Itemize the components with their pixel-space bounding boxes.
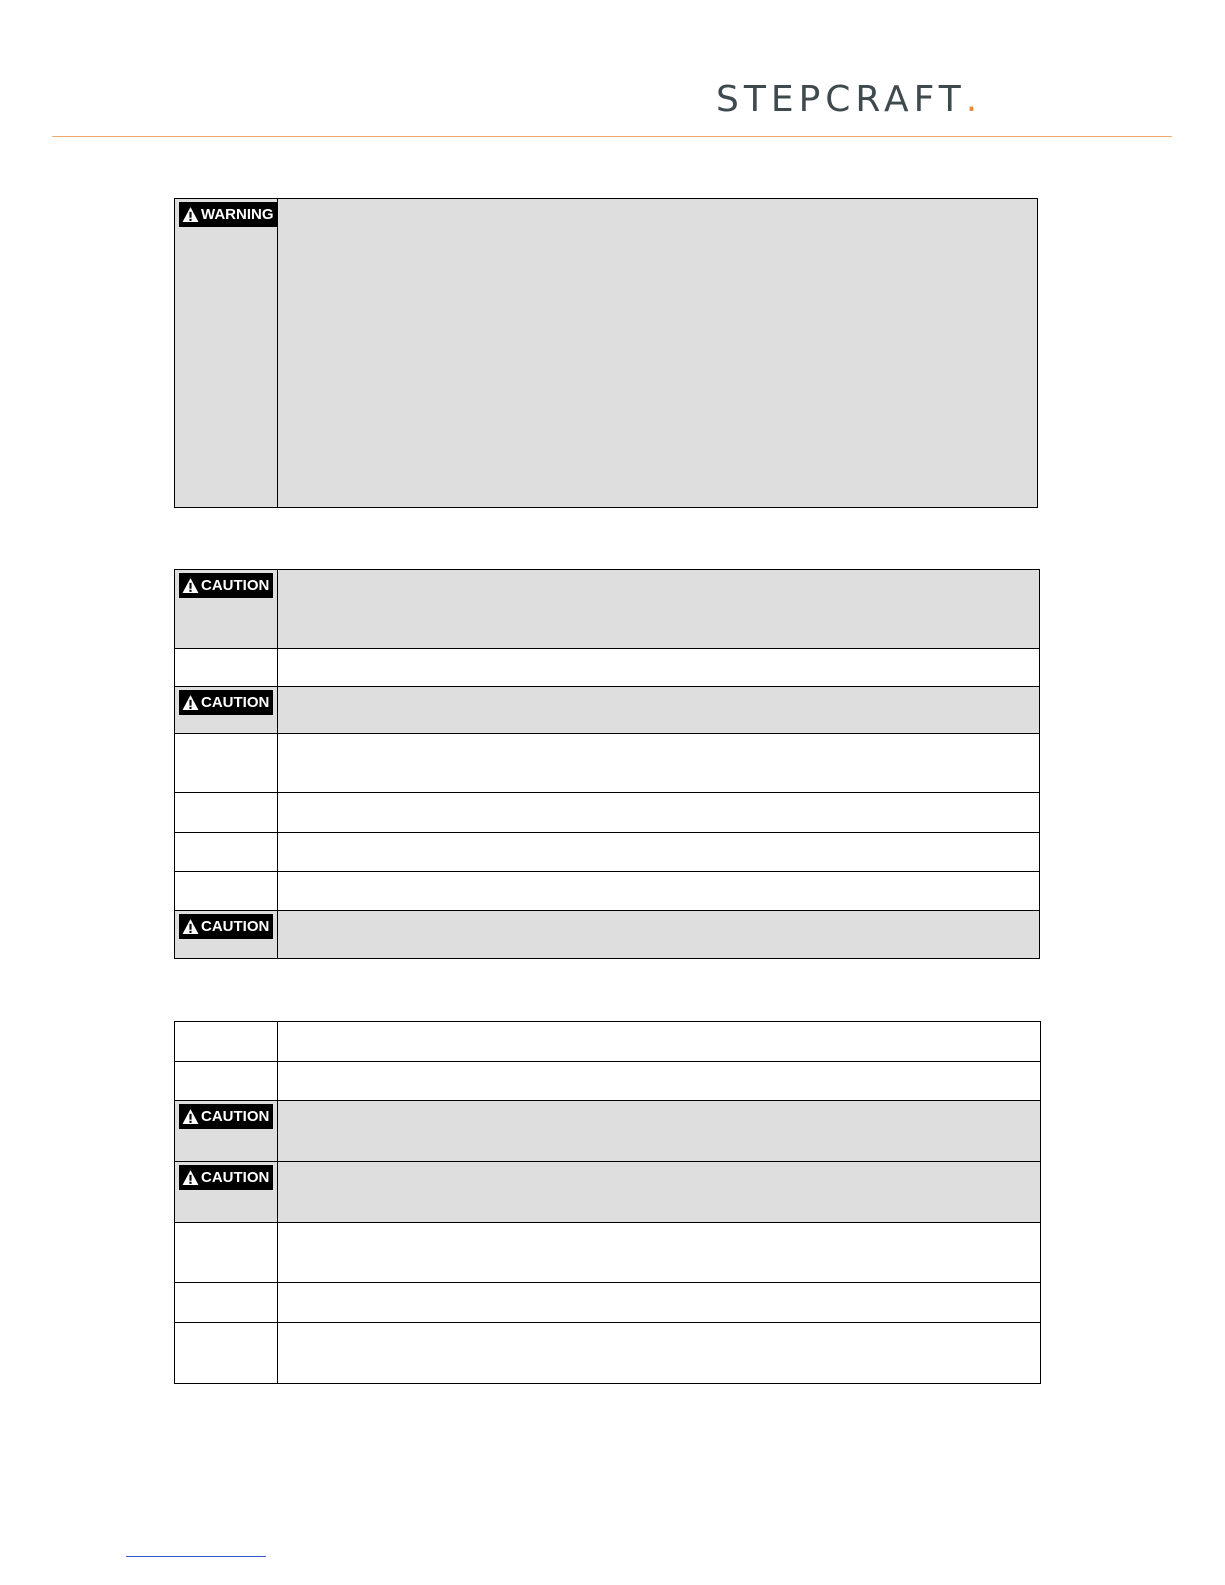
stepcraft-logo: [716, 79, 978, 120]
label-cell: [175, 1162, 278, 1223]
caution-label: [179, 914, 273, 939]
text-cell: [278, 833, 1040, 872]
caution-label-text: CAUTION: [201, 694, 270, 711]
warning-table: [174, 198, 1038, 508]
text-cell: [278, 734, 1040, 793]
caution-label: [179, 1165, 273, 1190]
table-row: [175, 911, 1040, 959]
caution-label: [179, 573, 273, 598]
table-row: [175, 1062, 1041, 1101]
label-cell: [175, 1323, 278, 1384]
warning-label: [179, 202, 278, 227]
text-cell: [278, 1162, 1041, 1223]
caution-label: [179, 1104, 273, 1129]
label-cell: [175, 570, 278, 649]
text-cell: [278, 1062, 1041, 1101]
label-cell: [175, 872, 278, 911]
caution-table-2: [174, 1021, 1041, 1384]
logo-dot: .: [965, 79, 978, 120]
warning-label-text: WARNING: [201, 206, 274, 223]
caution-label-text: CAUTION: [201, 1169, 270, 1186]
text-cell: [278, 649, 1040, 687]
text-cell: [278, 570, 1040, 649]
table-row: [175, 1162, 1041, 1223]
label-cell: [175, 1223, 278, 1283]
text-cell: [278, 872, 1040, 911]
label-cell: [175, 649, 278, 687]
text-cell: [278, 199, 1038, 508]
label-cell: [175, 1283, 278, 1323]
text-cell: [278, 911, 1040, 959]
text-cell: [278, 1022, 1041, 1062]
table-row: [175, 1022, 1041, 1062]
text-cell: [278, 793, 1040, 833]
warning-triangle-icon: [182, 1169, 199, 1186]
warning-triangle-icon: [182, 206, 199, 223]
label-cell: [175, 687, 278, 734]
caution-label-text: CAUTION: [201, 1108, 270, 1125]
label-cell: [175, 1062, 278, 1101]
header-divider: [52, 136, 1172, 137]
warning-triangle-icon: [182, 577, 199, 594]
label-cell: [175, 734, 278, 793]
table-row: [175, 833, 1040, 872]
table-row: [175, 734, 1040, 793]
label-cell: [175, 199, 278, 508]
warning-triangle-icon: [182, 694, 199, 711]
text-cell: [278, 687, 1040, 734]
table-row: [175, 1323, 1041, 1384]
label-cell: [175, 911, 278, 959]
label-cell: [175, 1101, 278, 1162]
caution-label: [179, 690, 273, 715]
table-row: [175, 793, 1040, 833]
text-cell: [278, 1283, 1041, 1323]
caution-table-1: [174, 569, 1040, 959]
text-cell: [278, 1323, 1041, 1384]
table-row: [175, 570, 1040, 649]
label-cell: [175, 833, 278, 872]
table-row: [175, 687, 1040, 734]
logo-text: STEPCRAFT: [716, 79, 966, 120]
table-row: [175, 199, 1038, 508]
table-row: [175, 649, 1040, 687]
footer-link-underline[interactable]: [126, 1556, 266, 1557]
table-row: [175, 1223, 1041, 1283]
caution-label-text: CAUTION: [201, 577, 270, 594]
caution-label-text: CAUTION: [201, 918, 270, 935]
label-cell: [175, 1022, 278, 1062]
warning-triangle-icon: [182, 1108, 199, 1125]
table-row: [175, 1101, 1041, 1162]
warning-triangle-icon: [182, 918, 199, 935]
text-cell: [278, 1101, 1041, 1162]
label-cell: [175, 793, 278, 833]
text-cell: [278, 1223, 1041, 1283]
table-row: [175, 1283, 1041, 1323]
table-row: [175, 872, 1040, 911]
